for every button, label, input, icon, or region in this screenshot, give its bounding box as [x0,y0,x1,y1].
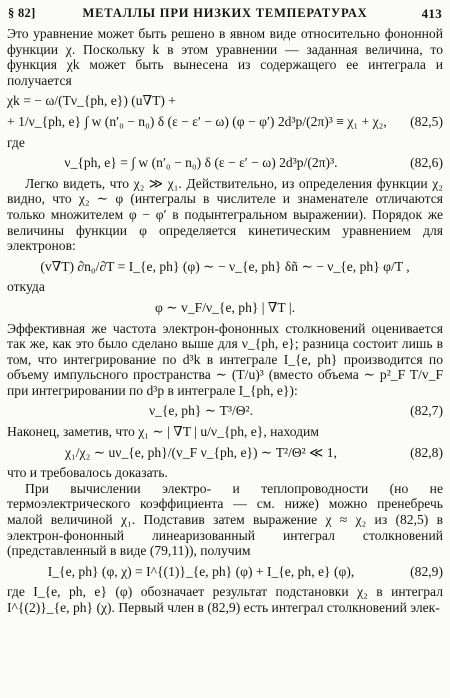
equation-82-7 [7,403,443,419]
equation-text: φ ∼ v_F/ν_{e, ph} | ∇T |. [155,299,295,315]
equation-text: χ₁/χ₂ ∼ uν_{e, ph}/(v_F ν_{ph, e}) ∼ T²/Θ² ≪ 1, [65,444,337,460]
equation-number: (82,7) [410,403,443,419]
paragraph-2: Легко видеть, что χ₂ ≫ χ₁. Действительно, из определения функции χ₂ видно, что χ₂ ∼ φ (интегралы в числителе и знаменателе отличаются только множителем φ − φ′ в подынтегральном выражении). Порядок же величины функции φ определяется кинетическим уравнением для электронов: [7,175,443,254]
equation-82-5a [7,93,443,109]
paragraph-3: Эффективная же частота электрон-фононных столкновений оценивается так же, как это было сделано выше для ν_{ph, e}; разница состоит лишь в том, что интегрирование по d³k в интеграле I_{e, ph} производится по объему импульсного пространства ∼ (T/u)³ (вместо объема ∼ p²_F T/v_F при интегрировании по d³p в интеграле I_{ph, e}): [7,320,443,398]
equation-82-6 [7,155,443,171]
section-ref: § 82] [8,6,36,20]
equation-82-8 [7,445,443,461]
equation-phi [7,300,443,316]
page-number: 413 [421,6,442,21]
paragraph-1: Это уравнение может быть решено в явном виде относительно фононной функции χ. Поскольку k в этом уравнении — заданная величина, то функция χk может быть вынесена из содержащего ее интеграла и получается [7,26,443,88]
equation-kinetic [7,259,443,275]
equation-text: ν_{e, ph} ∼ T³/Θ². [148,403,254,419]
page-body [7,26,443,616]
equation-number: (82,6) [410,155,443,171]
equation-text: + 1/ν_{ph, e} ∫ w (n′₀ − n₀) δ (ε − ε′ − ω) (φ − φ′) 2d³p/(2π)³ ≡ χ₁ + χ₂, [7,113,387,129]
paragraph-7: где I_{e, ph, e} (φ) обозначает результат подстановки χ₂ в интеграл I^{(2)}_{e, ph} (χ). Первый член в (82,9) есть интеграл столкновений элек- [7,584,443,615]
equation-82-9 [7,564,443,580]
equation-text: I_{e, ph} (φ, χ) = I^{(1)}_{e, ph} (φ) + I_{e, ph, e} (φ), [47,563,355,579]
equation-text: χk = − ω/(Tν_{ph, e}) (u∇T) + [7,93,176,109]
equation-82-5 [7,114,443,130]
equation-text: (v∇T) ∂n₀/∂T = I_{e, ph} (φ) ∼ − ν_{e, ph} δñ ∼ − ν_{e, ph} φ/T , [40,258,410,274]
word-where: где [7,134,25,150]
paragraph-6: При вычислении электро- и теплопроводности (но не термоэлектрического коэффициента — см. ниже) можно пренебречь малой величиной χ₁. Подставив затем выражение χ ≈ χ₂ из (82,5) в электрон-фононный линеаризованный интеграл столкновений (представленный в виде (79,11)), получим [7,480,443,559]
running-title: МЕТАЛЛЫ ПРИ НИЗКИХ ТЕМПЕРАТУРАХ [82,6,368,20]
equation-number: (82,9) [410,563,443,579]
running-header [0,4,450,22]
equation-text: ν_{ph, e} = ∫ w (n′₀ − n₀) δ (ε − ε′ − ω) 2d³p/(2π)³. [64,155,338,171]
paragraph-4: Наконец, заметив, что χ₁ ∼ | ∇T | u/ν_{ph, e}, находим [7,424,319,440]
word-whence: откуда [7,279,45,295]
equation-number: (82,8) [410,444,443,460]
paragraph-5: что и требовалось доказать. [7,465,168,481]
equation-number: (82,5) [410,113,443,129]
